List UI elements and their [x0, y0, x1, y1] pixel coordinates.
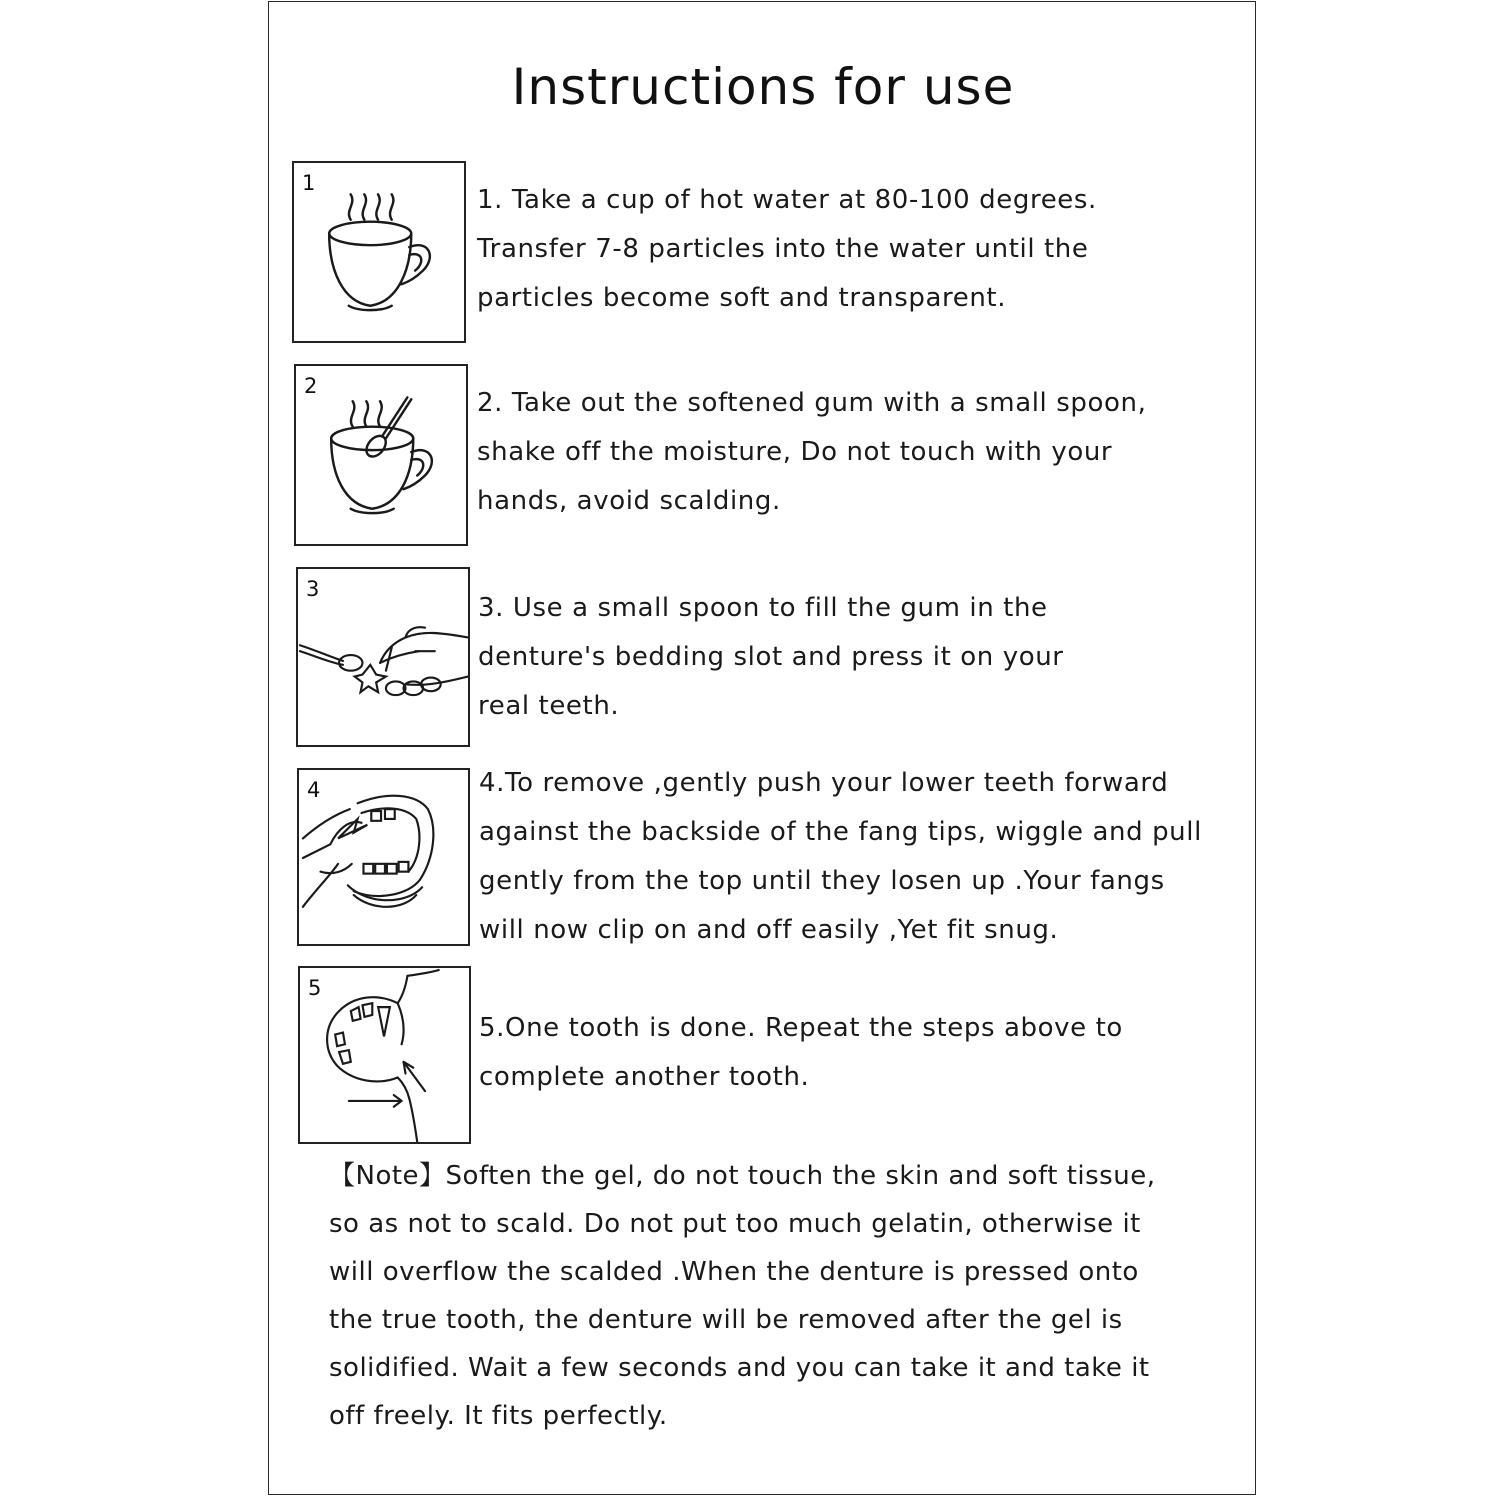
- step-5-text: 5.One tooth is done. Repeat the steps above to complete another tooth.: [479, 1013, 1123, 1092]
- step-1-illustration: [292, 161, 466, 343]
- instruction-card: [268, 1, 1256, 1495]
- step-4-illustration: [297, 768, 470, 946]
- step-4-number: 4: [307, 778, 321, 802]
- cup-with-spoon-icon: [296, 366, 466, 544]
- spoon-filling-denture-icon: [298, 569, 468, 745]
- page-title: Instructions for use: [511, 58, 1015, 116]
- step-5-illustration: [298, 966, 471, 1144]
- hot-cup-icon: [294, 163, 464, 341]
- step-5-number: 5: [308, 976, 322, 1000]
- step-1-text: 1. Take a cup of hot water at 80-100 degrees. Transfer 7-8 particles into the water until the particles become soft and transparent.: [477, 185, 1097, 313]
- note-paragraph: 【Note】Soften the gel, do not touch the skin and soft tissue, so as not to scald. Do not put too much gelatin, otherwise it will overflow the scalded .When the denture is pressed onto the true tooth, the denture will be removed after the gel is solidified. Wait a few seconds and you can take it and take it off freely. It fits perfectly.: [329, 1161, 1156, 1431]
- step-1-number: 1: [302, 171, 316, 195]
- step-4-text: 4.To remove ,gently push your lower teeth forward against the backside of the fang tips, wiggle and pull gently from the top until they losen up .Your fangs will now clip on and off easily ,Yet fit snug.: [479, 768, 1202, 945]
- step-2-text: 2. Take out the softened gum with a small spoon, shake off the moisture, Do not touch with your hands, avoid scalding.: [477, 388, 1147, 516]
- step-3-text: 3. Use a small spoon to fill the gum in the denture's bedding slot and press it on your real teeth.: [478, 593, 1064, 721]
- step-2-illustration: [294, 364, 468, 546]
- step-3-illustration: [296, 567, 470, 747]
- step-2-number: 2: [304, 374, 318, 398]
- mouth-with-fang-icon: [300, 968, 469, 1142]
- step-3-number: 3: [306, 577, 320, 601]
- hand-removing-fang-icon: [299, 770, 468, 944]
